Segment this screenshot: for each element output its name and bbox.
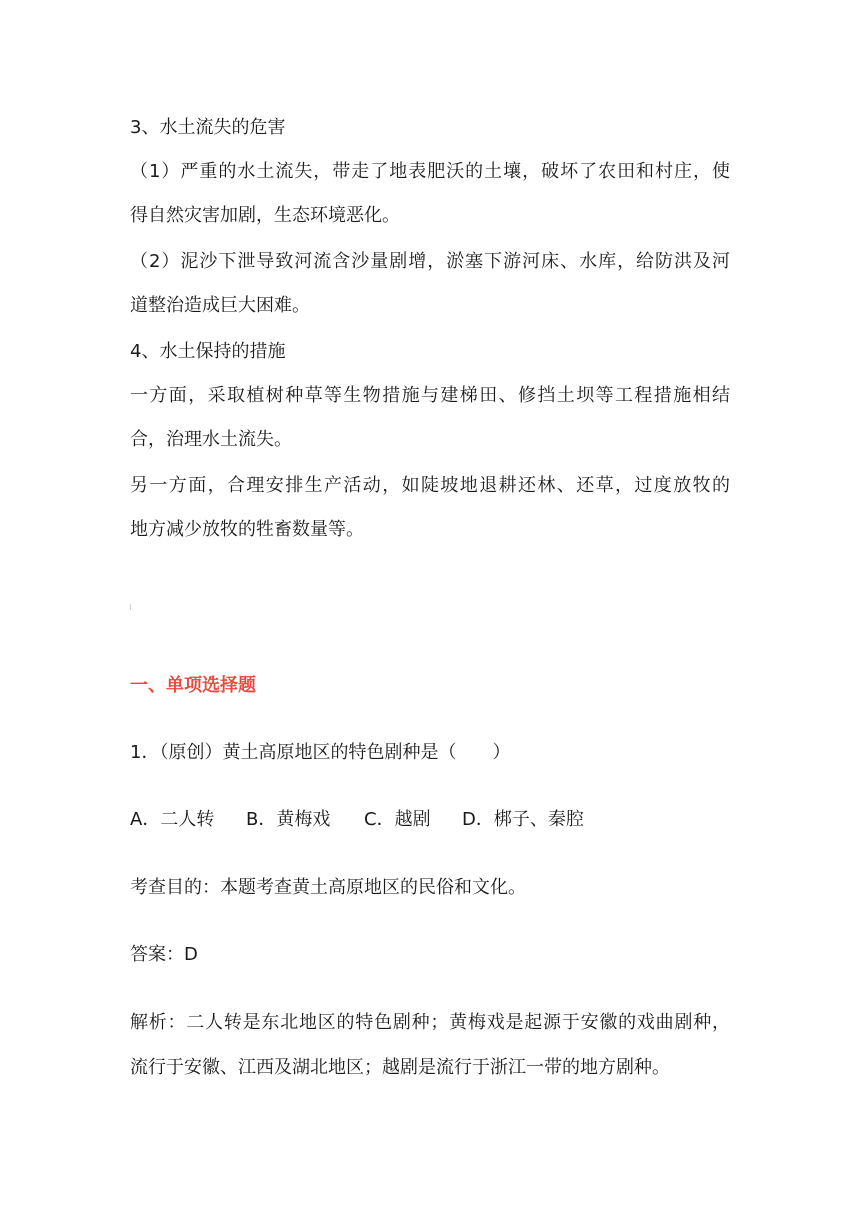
section4-p2-line2: 地方减少放牧的牲畜数量等。 xyxy=(130,519,364,540)
question-text: 1．（原创）黄土高原地区的特色剧种是（ ） xyxy=(130,742,511,763)
section3-p2-line2: 道整治造成巨大困难。 xyxy=(130,295,310,316)
section4-p1-line2: 合，治理水土流失。 xyxy=(130,429,292,450)
section4-p1-line1: 一方面，采取植树种草等生物措施与建梯田、修挡土坝等工程措施相结 xyxy=(130,385,730,406)
section3-p1-line1: （1）严重的水土流失，带走了地表肥沃的土壤，破坏了农田和村庄，使 xyxy=(130,161,730,182)
analysis-line1: 解析：二人转是东北地区的特色剧种；黄梅戏是起源于安徽的戏曲剧种， xyxy=(130,1012,730,1033)
option-d: D．梆子、秦腔 xyxy=(462,809,584,830)
option-a: A．二人转 xyxy=(130,809,215,830)
analysis-line2: 流行于安徽、江西及湖北地区；越剧是流行于浙江一带的地方剧种。 xyxy=(130,1057,670,1078)
section3-p2-line1: （2）泥沙下泄导致河流含沙量剧增，淤塞下游河床、水库，给防洪及河 xyxy=(130,251,730,272)
purpose-text: 考查目的：本题考查黄土高原地区的民俗和文化。 xyxy=(130,877,526,898)
section4-p2-line1: 另一方面，合理安排生产活动，如陡坡地退耕还林、还草，过度放牧的 xyxy=(130,475,730,496)
option-b: B．黄梅戏 xyxy=(246,809,331,830)
section3-p1-line2: 得自然灾害加剧，生态环境恶化。 xyxy=(130,205,400,226)
option-c: C．越剧 xyxy=(364,809,431,830)
section4-heading: 4、水土保持的措施 xyxy=(130,341,286,362)
answer-options xyxy=(130,808,584,832)
document-page xyxy=(130,0,740,1216)
page-break-mark xyxy=(130,604,131,610)
quiz-section-title: 一、单项选择题 xyxy=(130,675,256,696)
section3-heading: 3、水土流失的危害 xyxy=(130,117,286,138)
answer-text: 答案：D xyxy=(130,944,198,965)
